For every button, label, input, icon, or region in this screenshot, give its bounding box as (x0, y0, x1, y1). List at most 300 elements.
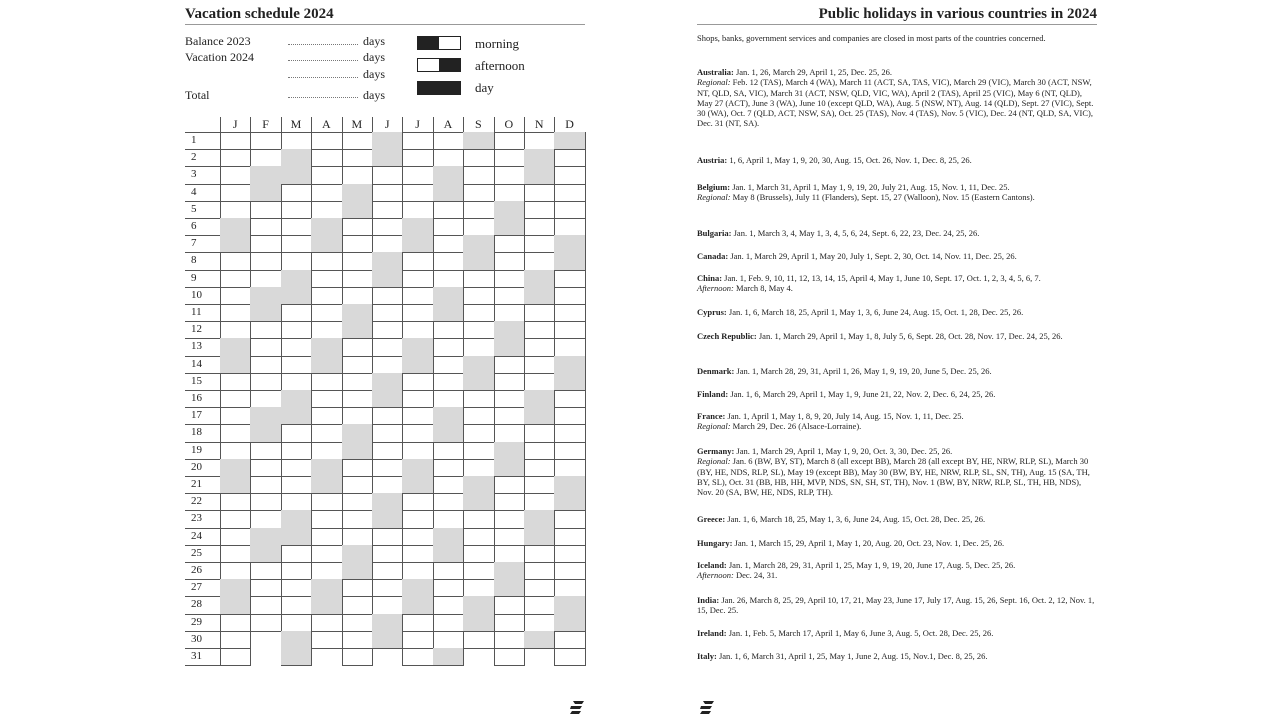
calendar-cell[interactable] (402, 510, 433, 528)
calendar-cell[interactable] (220, 218, 251, 236)
calendar-cell[interactable] (281, 579, 312, 597)
calendar-cell[interactable] (220, 270, 251, 288)
calendar-cell[interactable] (554, 510, 585, 528)
calendar-cell[interactable] (402, 149, 433, 167)
calendar-cell[interactable] (281, 356, 312, 374)
calendar-cell[interactable] (524, 321, 555, 339)
calendar-cell[interactable] (463, 510, 494, 528)
calendar-cell[interactable] (342, 579, 373, 597)
calendar-cell[interactable] (342, 149, 373, 167)
calendar-cell[interactable] (311, 476, 342, 494)
calendar-cell[interactable] (433, 338, 464, 356)
calendar-cell[interactable] (494, 476, 525, 494)
calendar-cell[interactable] (311, 338, 342, 356)
calendar-cell[interactable] (463, 356, 494, 374)
calendar-cell[interactable] (342, 321, 373, 339)
calendar-cell[interactable] (524, 287, 555, 305)
calendar-cell[interactable] (524, 218, 555, 236)
calendar-cell[interactable] (250, 287, 281, 305)
calendar-cell[interactable] (342, 252, 373, 270)
calendar-cell[interactable] (342, 596, 373, 614)
calendar-cell[interactable] (281, 270, 312, 288)
calendar-cell[interactable] (554, 218, 585, 236)
calendar-cell[interactable] (494, 132, 525, 150)
calendar-cell[interactable] (494, 493, 525, 511)
calendar-cell[interactable] (372, 270, 403, 288)
calendar-cell[interactable] (433, 184, 464, 202)
calendar-cell[interactable] (372, 201, 403, 219)
calendar-cell[interactable] (342, 390, 373, 408)
calendar-cell[interactable] (250, 338, 281, 356)
calendar-cell[interactable] (554, 493, 585, 511)
calendar-cell[interactable] (494, 510, 525, 528)
calendar-cell[interactable] (554, 201, 585, 219)
calendar-cell[interactable] (342, 631, 373, 649)
calendar-cell[interactable] (342, 442, 373, 460)
calendar-cell[interactable] (372, 356, 403, 374)
calendar-cell[interactable] (524, 476, 555, 494)
calendar-cell[interactable] (281, 424, 312, 442)
calendar-cell[interactable] (402, 545, 433, 563)
calendar-cell[interactable] (463, 338, 494, 356)
calendar-cell[interactable] (463, 631, 494, 649)
calendar-cell[interactable] (220, 510, 251, 528)
calendar-cell[interactable] (433, 631, 464, 649)
calendar-cell[interactable] (554, 614, 585, 632)
calendar-cell[interactable] (494, 631, 525, 649)
calendar-cell[interactable] (372, 149, 403, 167)
calendar-cell[interactable] (250, 424, 281, 442)
calendar-cell[interactable] (402, 373, 433, 391)
calendar-cell[interactable] (554, 304, 585, 322)
calendar-cell[interactable] (554, 132, 585, 150)
calendar-cell[interactable] (524, 132, 555, 150)
calendar-cell[interactable] (281, 648, 312, 666)
calendar-cell[interactable] (494, 579, 525, 597)
calendar-cell[interactable] (342, 614, 373, 632)
calendar-cell[interactable] (342, 338, 373, 356)
calendar-cell[interactable] (250, 442, 281, 460)
calendar-cell[interactable] (494, 356, 525, 374)
calendar-cell[interactable] (554, 287, 585, 305)
calendar-cell[interactable] (250, 476, 281, 494)
calendar-cell[interactable] (220, 390, 251, 408)
calendar-cell[interactable] (342, 424, 373, 442)
calendar-cell[interactable] (402, 528, 433, 546)
calendar-cell[interactable] (402, 132, 433, 150)
calendar-cell[interactable] (524, 528, 555, 546)
calendar-cell[interactable] (250, 218, 281, 236)
calendar-cell[interactable] (311, 235, 342, 253)
calendar-cell[interactable] (372, 442, 403, 460)
calendar-cell[interactable] (372, 424, 403, 442)
calendar-cell[interactable] (433, 407, 464, 425)
calendar-cell[interactable] (433, 648, 464, 666)
calendar-cell[interactable] (402, 596, 433, 614)
calendar-cell[interactable] (281, 235, 312, 253)
calendar-cell[interactable] (372, 596, 403, 614)
calendar-cell[interactable] (372, 338, 403, 356)
calendar-cell[interactable] (554, 545, 585, 563)
calendar-cell[interactable] (463, 287, 494, 305)
calendar-cell[interactable] (372, 579, 403, 597)
calendar-cell[interactable] (494, 338, 525, 356)
calendar-cell[interactable] (402, 218, 433, 236)
calendar-cell[interactable] (463, 528, 494, 546)
calendar-cell[interactable] (463, 459, 494, 477)
calendar-cell[interactable] (402, 166, 433, 184)
calendar-cell[interactable] (250, 321, 281, 339)
calendar-cell[interactable] (524, 493, 555, 511)
calendar-cell[interactable] (494, 287, 525, 305)
calendar-cell[interactable] (342, 476, 373, 494)
calendar-cell[interactable] (281, 304, 312, 322)
calendar-cell[interactable] (281, 132, 312, 150)
calendar-cell[interactable] (372, 321, 403, 339)
calendar-cell[interactable] (524, 166, 555, 184)
calendar-cell[interactable] (402, 562, 433, 580)
calendar-cell[interactable] (281, 442, 312, 460)
calendar-cell[interactable] (250, 596, 281, 614)
calendar-cell[interactable] (311, 510, 342, 528)
calendar-cell[interactable] (220, 132, 251, 150)
calendar-cell[interactable] (402, 201, 433, 219)
calendar-cell[interactable] (281, 614, 312, 632)
calendar-cell[interactable] (220, 201, 251, 219)
calendar-cell[interactable] (433, 596, 464, 614)
calendar-cell[interactable] (433, 356, 464, 374)
calendar-cell[interactable] (220, 545, 251, 563)
calendar-cell[interactable] (554, 356, 585, 374)
calendar-cell[interactable] (524, 338, 555, 356)
calendar-cell[interactable] (342, 459, 373, 477)
calendar-cell[interactable] (494, 184, 525, 202)
calendar-cell[interactable] (494, 304, 525, 322)
calendar-cell[interactable] (402, 270, 433, 288)
calendar-cell[interactable] (311, 218, 342, 236)
calendar-cell[interactable] (220, 149, 251, 167)
calendar-cell[interactable] (494, 596, 525, 614)
calendar-cell[interactable] (281, 390, 312, 408)
calendar-cell[interactable] (463, 562, 494, 580)
calendar-cell[interactable] (554, 373, 585, 391)
calendar-cell[interactable] (524, 614, 555, 632)
calendar-cell[interactable] (250, 270, 281, 288)
calendar-cell[interactable] (372, 166, 403, 184)
calendar-cell[interactable] (402, 614, 433, 632)
calendar-cell[interactable] (463, 304, 494, 322)
calendar-cell[interactable] (433, 442, 464, 460)
calendar-cell[interactable] (372, 373, 403, 391)
calendar-cell[interactable] (311, 270, 342, 288)
calendar-cell[interactable] (311, 579, 342, 597)
calendar-cell[interactable] (554, 166, 585, 184)
calendar-cell[interactable] (372, 493, 403, 511)
calendar-cell[interactable] (311, 562, 342, 580)
calendar-cell[interactable] (494, 373, 525, 391)
calendar-cell[interactable] (342, 528, 373, 546)
calendar-cell[interactable] (524, 596, 555, 614)
calendar-cell[interactable] (524, 235, 555, 253)
calendar-cell[interactable] (524, 270, 555, 288)
calendar-cell[interactable] (311, 149, 342, 167)
calendar-cell[interactable] (250, 407, 281, 425)
calendar-cell[interactable] (311, 459, 342, 477)
calendar-cell[interactable] (463, 218, 494, 236)
calendar-cell[interactable] (433, 373, 464, 391)
calendar-cell[interactable] (402, 493, 433, 511)
calendar-cell[interactable] (220, 252, 251, 270)
calendar-cell[interactable] (554, 321, 585, 339)
calendar-cell[interactable] (281, 596, 312, 614)
calendar-cell[interactable] (342, 184, 373, 202)
calendar-cell[interactable] (220, 459, 251, 477)
calendar-cell[interactable] (463, 596, 494, 614)
calendar-cell[interactable] (281, 562, 312, 580)
calendar-cell[interactable] (554, 476, 585, 494)
calendar-cell[interactable] (524, 424, 555, 442)
calendar-cell[interactable] (281, 201, 312, 219)
calendar-cell[interactable] (250, 252, 281, 270)
calendar-cell[interactable] (463, 270, 494, 288)
calendar-cell[interactable] (554, 648, 585, 666)
calendar-cell[interactable] (220, 287, 251, 305)
calendar-cell[interactable] (281, 252, 312, 270)
calendar-cell[interactable] (494, 149, 525, 167)
calendar-cell[interactable] (524, 373, 555, 391)
calendar-cell[interactable] (250, 579, 281, 597)
calendar-cell[interactable] (554, 270, 585, 288)
calendar-cell[interactable] (524, 579, 555, 597)
calendar-cell[interactable] (281, 459, 312, 477)
calendar-cell[interactable] (372, 132, 403, 150)
calendar-cell[interactable] (220, 493, 251, 511)
calendar-cell[interactable] (250, 510, 281, 528)
calendar-cell[interactable] (463, 424, 494, 442)
calendar-cell[interactable] (554, 252, 585, 270)
balance-field[interactable] (288, 44, 358, 45)
calendar-cell[interactable] (494, 528, 525, 546)
calendar-cell[interactable] (372, 562, 403, 580)
calendar-cell[interactable] (250, 373, 281, 391)
calendar-cell[interactable] (342, 562, 373, 580)
calendar-cell[interactable] (220, 562, 251, 580)
calendar-cell[interactable] (250, 201, 281, 219)
calendar-cell[interactable] (494, 648, 525, 666)
calendar-cell[interactable] (281, 631, 312, 649)
calendar-cell[interactable] (554, 184, 585, 202)
calendar-cell[interactable] (433, 252, 464, 270)
calendar-cell[interactable] (342, 166, 373, 184)
calendar-cell[interactable] (433, 132, 464, 150)
calendar-cell[interactable] (433, 510, 464, 528)
calendar-cell[interactable] (342, 132, 373, 150)
calendar-cell[interactable] (554, 338, 585, 356)
calendar-cell[interactable] (281, 166, 312, 184)
calendar-cell[interactable] (250, 184, 281, 202)
calendar-cell[interactable] (311, 631, 342, 649)
calendar-cell[interactable] (524, 149, 555, 167)
calendar-cell[interactable] (311, 493, 342, 511)
calendar-cell[interactable] (372, 510, 403, 528)
calendar-cell[interactable] (554, 579, 585, 597)
calendar-cell[interactable] (524, 407, 555, 425)
calendar-cell[interactable] (524, 201, 555, 219)
calendar-cell[interactable] (463, 493, 494, 511)
calendar-cell[interactable] (433, 545, 464, 563)
calendar-cell[interactable] (524, 631, 555, 649)
calendar-cell[interactable] (220, 442, 251, 460)
calendar-cell[interactable] (372, 407, 403, 425)
calendar-cell[interactable] (281, 149, 312, 167)
calendar-cell[interactable] (463, 184, 494, 202)
calendar-cell[interactable] (281, 338, 312, 356)
calendar-cell[interactable] (433, 459, 464, 477)
calendar-cell[interactable] (494, 218, 525, 236)
balance-field[interactable] (288, 77, 358, 78)
calendar-cell[interactable] (433, 476, 464, 494)
calendar-cell[interactable] (494, 201, 525, 219)
calendar-cell[interactable] (372, 252, 403, 270)
calendar-cell[interactable] (554, 424, 585, 442)
calendar-cell[interactable] (463, 476, 494, 494)
calendar-cell[interactable] (402, 287, 433, 305)
calendar-cell[interactable] (433, 287, 464, 305)
calendar-cell[interactable] (463, 545, 494, 563)
calendar-cell[interactable] (311, 184, 342, 202)
calendar-cell[interactable] (281, 287, 312, 305)
calendar-cell[interactable] (494, 424, 525, 442)
calendar-cell[interactable] (250, 304, 281, 322)
calendar-cell[interactable] (250, 459, 281, 477)
calendar-cell[interactable] (433, 235, 464, 253)
calendar-cell[interactable] (342, 373, 373, 391)
balance-field[interactable] (288, 97, 358, 98)
calendar-cell[interactable] (250, 562, 281, 580)
calendar-cell[interactable] (220, 184, 251, 202)
calendar-cell[interactable] (311, 287, 342, 305)
calendar-cell[interactable] (433, 304, 464, 322)
calendar-cell[interactable] (494, 407, 525, 425)
calendar-cell[interactable] (311, 356, 342, 374)
calendar-cell[interactable] (463, 373, 494, 391)
calendar-cell[interactable] (372, 235, 403, 253)
calendar-cell[interactable] (311, 407, 342, 425)
calendar-cell[interactable] (433, 614, 464, 632)
calendar-cell[interactable] (402, 631, 433, 649)
calendar-cell[interactable] (372, 545, 403, 563)
calendar-cell[interactable] (342, 545, 373, 563)
calendar-cell[interactable] (402, 321, 433, 339)
calendar-cell[interactable] (372, 184, 403, 202)
calendar-cell[interactable] (554, 528, 585, 546)
calendar-cell[interactable] (281, 184, 312, 202)
calendar-cell[interactable] (554, 235, 585, 253)
calendar-cell[interactable] (311, 545, 342, 563)
calendar-cell[interactable] (250, 528, 281, 546)
balance-field[interactable] (288, 60, 358, 61)
calendar-cell[interactable] (463, 579, 494, 597)
calendar-cell[interactable] (342, 356, 373, 374)
calendar-cell[interactable] (463, 321, 494, 339)
calendar-cell[interactable] (463, 132, 494, 150)
calendar-cell[interactable] (463, 390, 494, 408)
calendar-cell[interactable] (281, 528, 312, 546)
calendar-cell[interactable] (494, 390, 525, 408)
calendar-cell[interactable] (402, 579, 433, 597)
calendar-cell[interactable] (402, 476, 433, 494)
calendar-cell[interactable] (402, 424, 433, 442)
calendar-cell[interactable] (524, 442, 555, 460)
calendar-cell[interactable] (342, 235, 373, 253)
calendar-cell[interactable] (402, 304, 433, 322)
calendar-cell[interactable] (372, 476, 403, 494)
calendar-cell[interactable] (524, 510, 555, 528)
calendar-cell[interactable] (372, 528, 403, 546)
calendar-cell[interactable] (463, 407, 494, 425)
calendar-cell[interactable] (250, 235, 281, 253)
calendar-cell[interactable] (311, 252, 342, 270)
calendar-cell[interactable] (524, 459, 555, 477)
calendar-cell[interactable] (281, 407, 312, 425)
calendar-cell[interactable] (433, 390, 464, 408)
calendar-cell[interactable] (494, 614, 525, 632)
calendar-cell[interactable] (220, 424, 251, 442)
calendar-cell[interactable] (250, 166, 281, 184)
calendar-cell[interactable] (220, 407, 251, 425)
calendar-cell[interactable] (463, 201, 494, 219)
calendar-cell[interactable] (220, 338, 251, 356)
calendar-cell[interactable] (220, 631, 251, 649)
calendar-cell[interactable] (402, 252, 433, 270)
calendar-cell[interactable] (524, 252, 555, 270)
calendar-cell[interactable] (433, 166, 464, 184)
calendar-cell[interactable] (433, 321, 464, 339)
calendar-cell[interactable] (342, 218, 373, 236)
calendar-cell[interactable] (281, 545, 312, 563)
calendar-cell[interactable] (250, 545, 281, 563)
calendar-cell[interactable] (372, 218, 403, 236)
calendar-cell[interactable] (433, 493, 464, 511)
calendar-cell[interactable] (311, 390, 342, 408)
calendar-cell[interactable] (402, 235, 433, 253)
calendar-cell[interactable] (524, 545, 555, 563)
calendar-cell[interactable] (524, 184, 555, 202)
calendar-cell[interactable] (342, 287, 373, 305)
calendar-cell[interactable] (402, 338, 433, 356)
calendar-cell[interactable] (494, 442, 525, 460)
calendar-cell[interactable] (220, 648, 251, 666)
calendar-cell[interactable] (524, 304, 555, 322)
calendar-cell[interactable] (220, 579, 251, 597)
calendar-cell[interactable] (372, 631, 403, 649)
calendar-cell[interactable] (372, 614, 403, 632)
calendar-cell[interactable] (281, 373, 312, 391)
calendar-cell[interactable] (494, 459, 525, 477)
calendar-cell[interactable] (250, 132, 281, 150)
calendar-cell[interactable] (311, 528, 342, 546)
calendar-cell[interactable] (250, 614, 281, 632)
calendar-cell[interactable] (342, 510, 373, 528)
calendar-cell[interactable] (311, 132, 342, 150)
calendar-cell[interactable] (220, 356, 251, 374)
calendar-cell[interactable] (433, 424, 464, 442)
calendar-cell[interactable] (402, 184, 433, 202)
calendar-cell[interactable] (250, 356, 281, 374)
calendar-cell[interactable] (311, 166, 342, 184)
calendar-cell[interactable] (554, 631, 585, 649)
calendar-cell[interactable] (220, 235, 251, 253)
